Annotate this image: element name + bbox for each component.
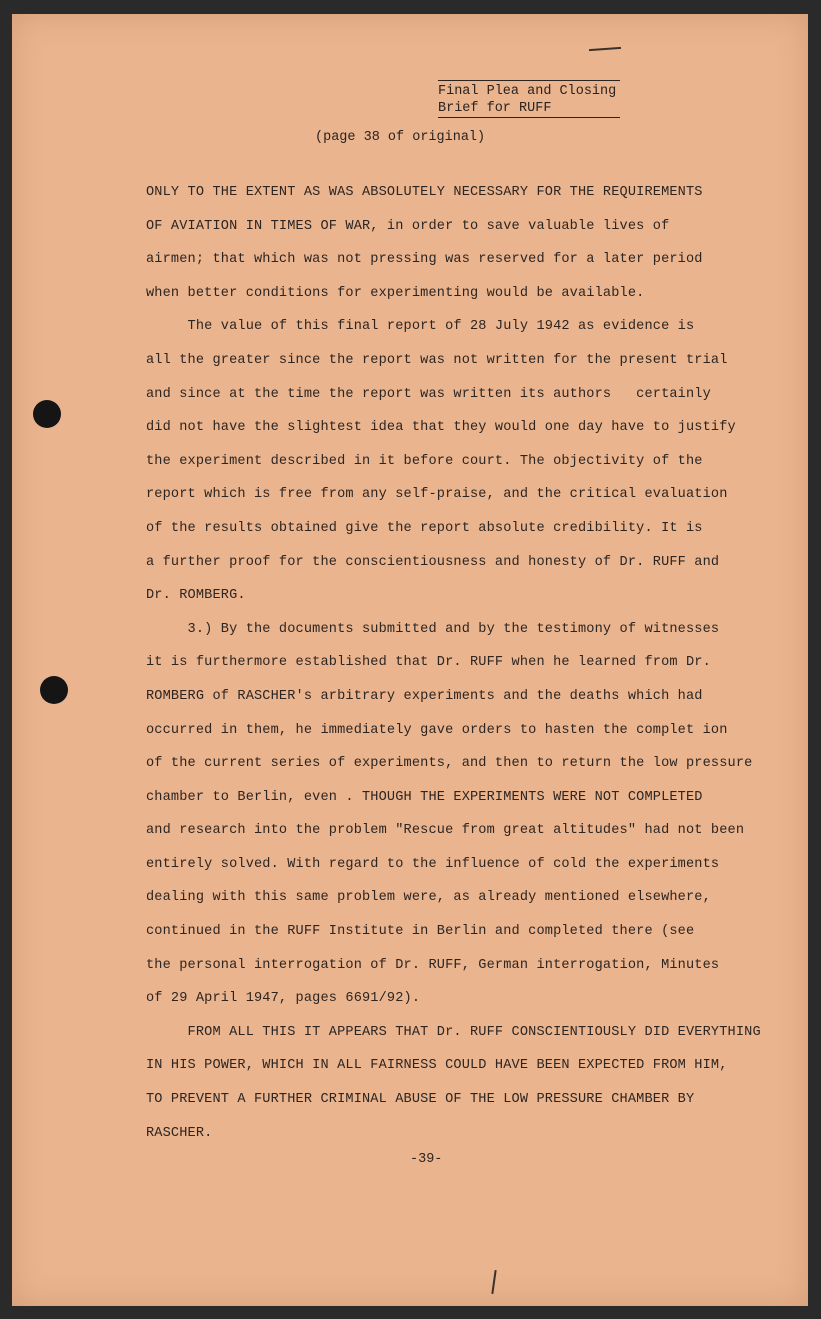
body-line: the personal interrogation of Dr. RUFF, German interrogation, Minutes	[146, 957, 720, 973]
punch-hole-top	[33, 400, 61, 428]
body-line: when better conditions for experimenting would be available.	[146, 285, 645, 301]
body-line: airmen; that which was not pressing was reserved for a later period	[146, 252, 703, 268]
body-line: a further proof for the conscientiousness and honesty of Dr. RUFF and	[146, 554, 720, 570]
body-line: RASCHER.	[146, 1125, 213, 1141]
punch-hole-bottom	[40, 676, 68, 704]
body-line: of 29 April 1947, pages 6691/92).	[146, 991, 421, 1007]
body-line: of the current series of experiments, and then to return the low pressure	[146, 756, 753, 772]
body-line: The value of this final report of 28 July 1942 as evidence is	[146, 319, 695, 335]
body-line: of the results obtained give the report absolute credibility. It is	[146, 520, 703, 536]
header-title-line2: Brief for RUFF	[438, 101, 620, 118]
body-line: and research into the problem "Rescue from great altitudes" had not been	[146, 823, 745, 839]
body-line: entirely solved. With regard to the influence of cold the experiments	[146, 856, 720, 872]
page-reference: (page 38 of original)	[315, 130, 486, 145]
body-line: IN HIS POWER, WHICH IN ALL FAIRNESS COULD HAVE BEEN EXPECTED FROM HIM,	[146, 1058, 728, 1074]
body-line: the experiment described in it before court. The objectivity of the	[146, 453, 703, 469]
body-line: chamber to Berlin, even . THOUGH THE EXPERIMENTS WERE NOT COMPLETED	[146, 789, 703, 805]
header-title-line1: Final Plea and Closing	[438, 84, 617, 99]
body-line: OF AVIATION IN TIMES OF WAR, in order to save valuable lives of	[146, 218, 670, 234]
header-block	[438, 80, 620, 118]
body-line: it is furthermore established that Dr. RUFF when he learned from Dr.	[146, 655, 711, 671]
body-line: Dr. ROMBERG.	[146, 588, 246, 604]
pencil-mark-bottom	[491, 1270, 496, 1294]
body-line: did not have the slightest idea that they would one day have to justify	[146, 420, 736, 436]
body-line: report which is free from any self-praise, and the critical evaluation	[146, 487, 728, 503]
body-text	[146, 176, 766, 1150]
body-line: 3.) By the documents submitted and by the testimony of witnesses	[146, 621, 720, 637]
body-line: and since at the time the report was written its authors certainly	[146, 386, 711, 402]
pencil-mark	[589, 47, 621, 51]
body-line: ROMBERG of RASCHER's arbitrary experiments and the deaths which had	[146, 688, 703, 704]
body-line: all the greater since the report was not written for the present trial	[146, 352, 728, 368]
body-line: dealing with this same problem were, as already mentioned elsewhere,	[146, 890, 711, 906]
body-line: TO PREVENT A FURTHER CRIMINAL ABUSE OF THE LOW PRESSURE CHAMBER BY	[146, 1092, 695, 1108]
header-rule-top	[438, 80, 620, 81]
body-line: ONLY TO THE EXTENT AS WAS ABSOLUTELY NECESSARY FOR THE REQUIREMENTS	[146, 185, 703, 200]
page-number: -39-	[410, 1152, 443, 1167]
body-line: continued in the RUFF Institute in Berlin and completed there (see	[146, 924, 695, 940]
body-line: FROM ALL THIS IT APPEARS THAT Dr. RUFF CONSCIENTIOUSLY DID EVERYTHING	[146, 1024, 761, 1040]
body-line: occurred in them, he immediately gave orders to hasten the complet ion	[146, 722, 728, 738]
